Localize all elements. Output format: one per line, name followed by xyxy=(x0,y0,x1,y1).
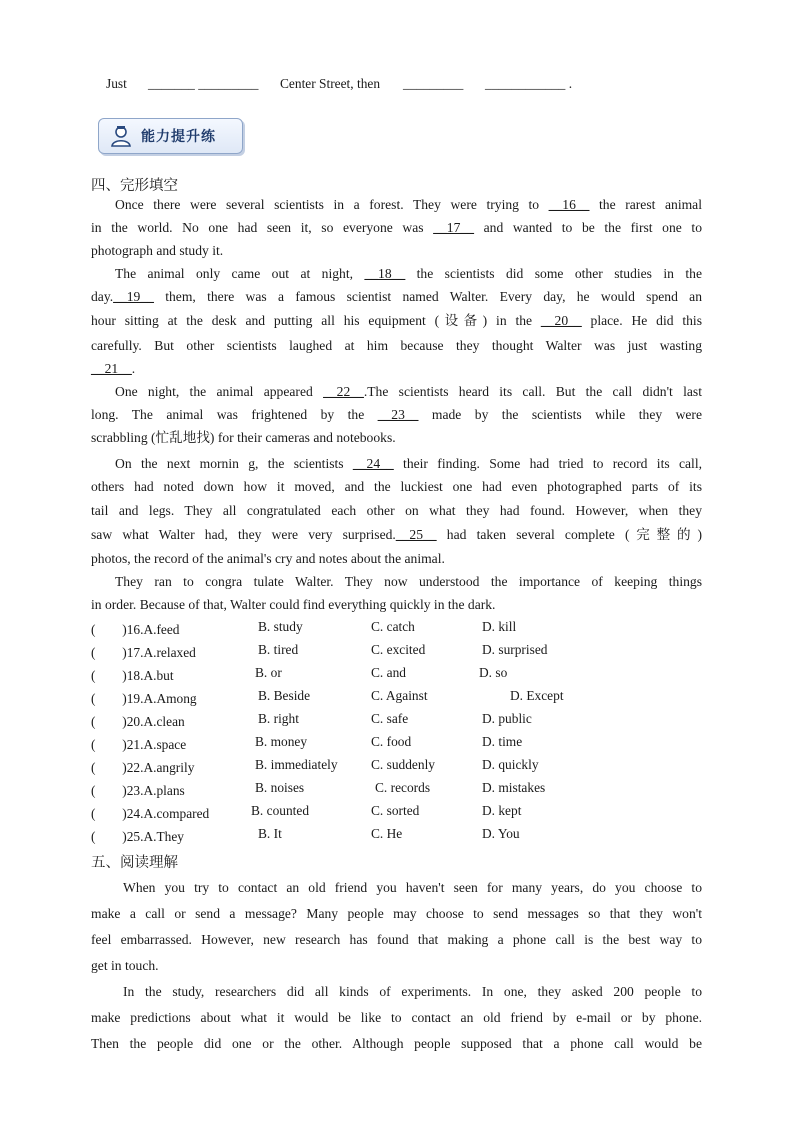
option-b: B. immediately xyxy=(255,757,338,772)
ability-badge xyxy=(98,118,243,154)
passage-line xyxy=(91,549,702,569)
passage-line xyxy=(91,359,702,379)
passage-line xyxy=(91,525,702,545)
option-d: D. surprised xyxy=(482,642,548,657)
cloze-blank: __22__ xyxy=(323,384,364,399)
passage-text: the rarest animal xyxy=(589,197,702,212)
reading-line: Then the people did one or the other. Although people supposed that a phone call would be xyxy=(91,1036,702,1051)
passage-text: place. He did this xyxy=(581,313,703,328)
section-5-title: 五、阅读理解 xyxy=(91,855,178,871)
option-b: B. right xyxy=(258,711,299,726)
passage-text: saw what Walter had, they were very surprised. xyxy=(91,527,396,542)
option-c: C. and xyxy=(371,665,406,680)
option-d: D. You xyxy=(482,826,520,841)
reading-line: make a call or send a message? Many people may choose to send messages so that they won't xyxy=(91,906,702,921)
student-icon xyxy=(109,124,133,148)
option-c: C. catch xyxy=(371,619,415,634)
passage-text: long. The animal was frightened by the xyxy=(91,407,378,422)
passage-line xyxy=(91,428,702,448)
passage-text: carefully. But other scientists laughed at him because they thought Walter was just wasting xyxy=(91,338,702,353)
option-b: B. counted xyxy=(251,803,310,818)
question-number: ( )22.A.angrily xyxy=(91,760,195,775)
blank-2: _________ xyxy=(403,76,464,91)
passage-text: and wanted to be the first one to xyxy=(473,220,702,235)
option-c: C. suddenly xyxy=(371,757,435,772)
center-street-text: Center Street, then xyxy=(280,76,381,91)
option-c: C. safe xyxy=(371,711,409,726)
option-c: C. records xyxy=(375,780,431,795)
question-number: ( )21.A.space xyxy=(91,737,187,752)
option-b: B. noises xyxy=(255,780,305,795)
passage-text: Once there were several scientists in a forest. They were trying to xyxy=(115,197,549,212)
cloze-blank: __25__ xyxy=(395,527,437,542)
reading-line: feel embarrassed. However, new research has found that making a phone call is the best way to xyxy=(91,932,702,947)
option-d: D. public xyxy=(482,711,532,726)
passage-text: day. xyxy=(91,289,114,304)
passage-line xyxy=(91,311,702,331)
passage-text: had taken several complete (完整的) xyxy=(436,527,702,542)
question-number: ( )24.A.compared xyxy=(91,806,210,821)
option-b: B. study xyxy=(258,619,303,634)
option-c: C. Against xyxy=(371,688,428,703)
passage-line xyxy=(91,405,702,425)
section-4-title: 四、完形填空 xyxy=(91,178,178,194)
passage-line xyxy=(91,501,702,521)
cloze-blank: __16__ xyxy=(548,197,590,212)
passage-text: The animal only came out at night, xyxy=(115,266,365,281)
cloze-blank: __17__ xyxy=(433,220,474,235)
passage-text: scrabbling (忙乱地找) for their cameras and notebooks. xyxy=(91,430,396,445)
cloze-blank: __23__ xyxy=(377,407,419,422)
question-number: ( )19.A.Among xyxy=(91,691,197,706)
passage-text: them, there was a famous scientist named Walter. Every day, he would spend an xyxy=(153,289,702,304)
passage-text: in order. Because of that, Walter could find everything quickly in the dark. xyxy=(91,597,496,612)
cloze-blank: __24__ xyxy=(352,456,394,471)
cloze-blank: __20__ xyxy=(540,313,582,328)
option-b: B. or xyxy=(255,665,282,680)
question-number: ( )17.A.relaxed xyxy=(91,645,196,660)
reading-line: In the study, researchers did all kinds of experiments. In one, they asked 200 people to xyxy=(123,984,702,999)
option-d: D. kept xyxy=(482,803,522,818)
passage-line xyxy=(91,336,702,356)
top-line xyxy=(0,76,794,96)
blank-1: _______ _________ xyxy=(148,76,259,91)
passage-text: photograph and study it. xyxy=(91,243,224,258)
passage-line xyxy=(91,595,702,615)
cloze-blank: __18__ xyxy=(364,266,406,281)
passage-line xyxy=(91,287,702,307)
passage-text: .The scientists heard its call. But the call didn't last xyxy=(363,384,702,399)
passage-line xyxy=(115,195,702,215)
option-b: B. money xyxy=(255,734,308,749)
passage-text: One night, the animal appeared xyxy=(115,384,324,399)
reading-line: When you try to contact an old friend you haven't seen for many years, do you choose to xyxy=(123,880,702,895)
option-d: D. quickly xyxy=(482,757,539,772)
option-d: D. so xyxy=(479,665,508,680)
option-c: C. He xyxy=(371,826,403,841)
question-number: ( )25.A.They xyxy=(91,829,184,844)
passage-text: photos, the record of the animal's cry and notes about the animal. xyxy=(91,551,445,566)
passage-text: the scientists did some other studies in the xyxy=(405,266,702,281)
option-b: B. It xyxy=(258,826,282,841)
passage-line xyxy=(91,218,702,238)
cloze-blank: __19__ xyxy=(113,289,154,304)
passage-text: others had noted down how it moved, and the luckiest one had even photographed parts of its xyxy=(91,479,702,494)
option-b: B. Beside xyxy=(258,688,311,703)
passage-line xyxy=(115,454,702,474)
passage-text: hour sitting at the desk and putting all his equipment (设备) in the xyxy=(91,313,541,328)
question-number: ( )16.A.feed xyxy=(91,622,180,637)
question-number: ( )23.A.plans xyxy=(91,783,185,798)
blank-3: ____________ . xyxy=(485,76,573,91)
badge-label: 能力提升练 xyxy=(141,129,216,145)
question-number: ( )20.A.clean xyxy=(91,714,185,729)
passage-text: in the world. No one had seen it, so everyone was xyxy=(91,220,434,235)
passage-line xyxy=(91,477,702,497)
passage-line xyxy=(115,264,702,284)
passage-text: their finding. Some had tried to record its call, xyxy=(393,456,702,471)
option-c: C. excited xyxy=(371,642,426,657)
question-number: ( )18.A.but xyxy=(91,668,174,683)
passage-text: made by the scientists while they were xyxy=(418,407,702,422)
passage-text: tail and legs. They all congratulated each other on what they had found. However, when they xyxy=(91,503,702,518)
option-d: D. Except xyxy=(510,688,564,703)
option-b: B. tired xyxy=(258,642,299,657)
passage-line xyxy=(91,241,702,261)
option-d: D. mistakes xyxy=(482,780,546,795)
just-word: Just xyxy=(106,76,127,91)
option-d: D. time xyxy=(482,734,523,749)
passage-text: . xyxy=(131,361,136,376)
option-c: C. food xyxy=(371,734,412,749)
cloze-blank: __21__ xyxy=(91,361,132,376)
passage-text: On the next mornin g, the scientists xyxy=(115,456,353,471)
option-c: C. sorted xyxy=(371,803,420,818)
reading-line: make predictions about what it would be like to contact an old friend by e-mail or by phone. xyxy=(91,1010,702,1025)
passage-line xyxy=(115,572,702,592)
passage-text: They ran to congra tulate Walter. They now understood the importance of keeping things xyxy=(115,574,702,589)
reading-line: get in touch. xyxy=(91,958,159,973)
passage-line xyxy=(115,382,702,402)
option-d: D. kill xyxy=(482,619,517,634)
